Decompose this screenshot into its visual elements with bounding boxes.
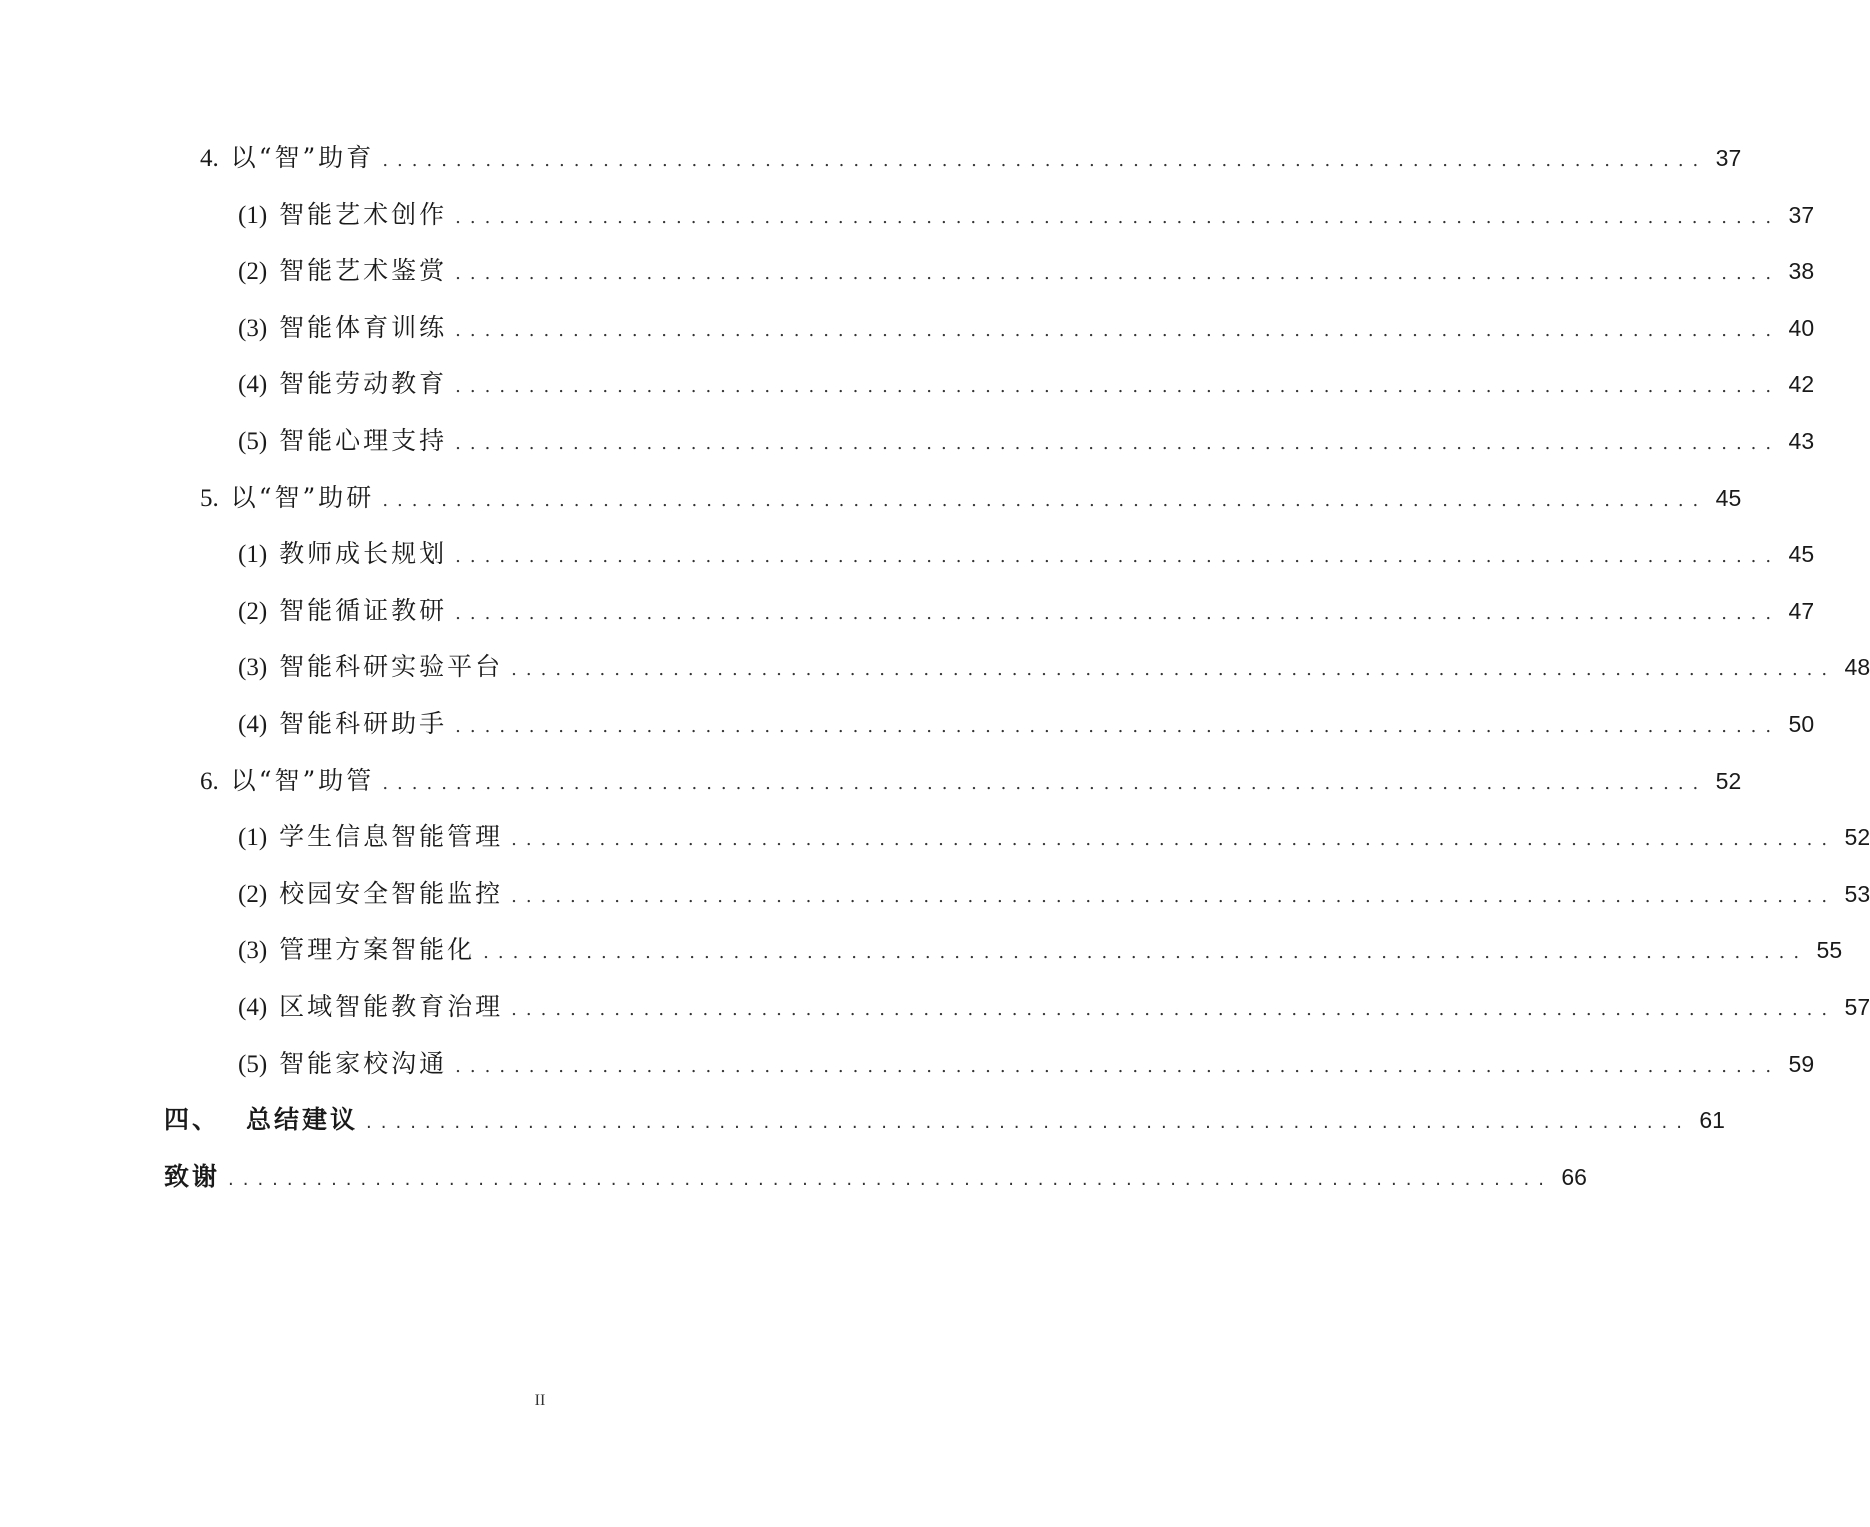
toc-entry-section-6[interactable]: [200, 761, 1742, 801]
toc-entry-page: 38: [1788, 258, 1815, 284]
toc-entry-title: 总结建议: [246, 1105, 359, 1134]
toc-entry-number: (1): [238, 824, 268, 851]
toc-entry-6-4[interactable]: [238, 987, 1870, 1027]
toc-entry-title: 学生信息智能管理: [279, 822, 504, 851]
toc-entry-5-4[interactable]: [238, 704, 1815, 744]
toc-entry-number: (3): [238, 654, 268, 681]
toc-dot-leader: ..........................................................................................: [455, 433, 1781, 454]
toc-entry-number: (1): [238, 541, 268, 568]
toc-entry-number: (2): [238, 258, 268, 285]
toc-entry-number: (4): [238, 711, 268, 738]
toc-entry-title: 智能艺术鉴赏: [279, 256, 448, 285]
toc-entry-page: 45: [1788, 541, 1815, 567]
toc-entry-title: 致谢: [164, 1162, 221, 1191]
toc-entry-page: 37: [1788, 202, 1815, 228]
toc-entry-section-5[interactable]: [200, 478, 1742, 518]
toc-dot-leader: ..........................................................................................: [511, 999, 1837, 1020]
toc-entry-4-4[interactable]: [238, 364, 1815, 404]
toc-entry-6-1[interactable]: [238, 817, 1870, 857]
toc-dot-leader: ..........................................................................................: [455, 263, 1781, 284]
toc-dot-leader: ..........................................................................................: [382, 150, 1708, 171]
toc-entry-page: 66: [1561, 1164, 1587, 1190]
toc-entry-title: 智能循证教研: [279, 596, 448, 625]
toc-dot-leader: ..........................................................................................: [228, 1169, 1553, 1190]
toc-entry-page: 50: [1788, 711, 1815, 737]
toc-entry-title: 区域智能教育治理: [279, 992, 504, 1021]
toc-entry-number: (2): [238, 598, 268, 625]
toc-dot-leader: ..........................................................................................: [366, 1112, 1691, 1133]
toc-entry-6-2[interactable]: [238, 874, 1870, 914]
toc-entry-5-1[interactable]: [238, 534, 1815, 574]
toc-dot-leader: ..........................................................................................: [455, 603, 1781, 624]
page-number: II: [534, 1392, 546, 1409]
toc-entry-title: 校园安全智能监控: [279, 879, 504, 908]
toc-entry-4-5[interactable]: [238, 421, 1815, 461]
toc-entry-5-2[interactable]: [238, 591, 1815, 631]
toc-entry-number: (3): [238, 937, 268, 964]
toc-entry-title: 智能艺术创作: [279, 200, 448, 229]
toc-entry-number: 四、: [164, 1105, 221, 1134]
toc-entry-number: (3): [238, 315, 268, 342]
toc-entry-title: 智能家校沟通: [279, 1049, 448, 1078]
toc-entry-page: 40: [1788, 315, 1815, 341]
toc-dot-leader: ..........................................................................................: [382, 490, 1708, 511]
toc-entry-title: 教师成长规划: [279, 539, 448, 568]
toc-entry-page: 53: [1844, 881, 1870, 907]
toc-entry-number: (1): [238, 202, 268, 229]
toc-entry-number: (5): [238, 1051, 268, 1078]
toc-dot-leader: ..........................................................................................: [455, 1056, 1781, 1077]
toc-entry-title: 智能科研助手: [279, 709, 448, 738]
toc-entry-title: 智能体育训练: [279, 313, 448, 342]
toc-entry-title: 管理方案智能化: [279, 935, 476, 964]
toc-entry-number: (5): [238, 428, 268, 455]
toc-entry-number: 6.: [200, 768, 219, 795]
toc-entry-page: 42: [1788, 371, 1815, 397]
toc-entry-4-3[interactable]: [238, 308, 1815, 348]
toc-entry-number: (4): [238, 994, 268, 1021]
toc-entry-title: 智能科研实验平台: [279, 652, 504, 681]
toc-entry-number: 4.: [200, 145, 219, 172]
toc-entry-5-3[interactable]: [238, 647, 1870, 687]
toc-entry-title: 智能劳动教育: [279, 369, 448, 398]
toc-entry-title: 以“智”助管: [230, 766, 375, 795]
toc-entry-number: (4): [238, 371, 268, 398]
toc-dot-leader: ..........................................................................................: [455, 546, 1781, 567]
toc-entry-4-1[interactable]: [238, 195, 1815, 235]
toc-entry-chapter-4[interactable]: [164, 1100, 1725, 1140]
toc-entry-4-2[interactable]: [238, 251, 1815, 291]
toc-entry-title: 智能心理支持: [279, 426, 448, 455]
toc-dot-leader: ..........................................................................................: [455, 376, 1781, 397]
toc-entry-page: 37: [1715, 145, 1742, 171]
toc-dot-leader: ..........................................................................................: [511, 886, 1837, 907]
toc-entry-page: 55: [1816, 937, 1843, 963]
toc-entry-page: 43: [1788, 428, 1815, 454]
toc-entry-acknowledgements[interactable]: [164, 1157, 1587, 1197]
toc-dot-leader: ..........................................................................................: [511, 829, 1837, 850]
toc-entry-page: 47: [1788, 598, 1815, 624]
toc-entry-page: 52: [1844, 824, 1870, 850]
toc-dot-leader: ..........................................................................................: [483, 942, 1809, 963]
toc-dot-leader: ..........................................................................................: [455, 207, 1781, 228]
toc-entry-page: 57: [1844, 994, 1870, 1020]
toc-entry-title: 以“智”助研: [230, 483, 375, 512]
toc-entry-page: 52: [1715, 768, 1742, 794]
toc-entry-6-5[interactable]: [238, 1044, 1815, 1084]
toc-dot-leader: ..........................................................................................: [382, 773, 1708, 794]
toc-dot-leader: ..........................................................................................: [511, 659, 1837, 680]
toc-entry-page: 45: [1715, 485, 1742, 511]
toc-entry-page: 61: [1699, 1107, 1725, 1133]
toc-entry-page: 48: [1844, 654, 1870, 680]
toc-entry-6-3[interactable]: [238, 930, 1843, 970]
toc-dot-leader: ..........................................................................................: [455, 716, 1781, 737]
toc-entry-number: (2): [238, 881, 268, 908]
toc-entry-section-4[interactable]: [200, 138, 1742, 178]
toc-entry-page: 59: [1788, 1051, 1815, 1077]
toc-dot-leader: ..........................................................................................: [455, 320, 1781, 341]
toc-entry-number: 5.: [200, 485, 219, 512]
toc-entry-title: 以“智”助育: [230, 143, 375, 172]
